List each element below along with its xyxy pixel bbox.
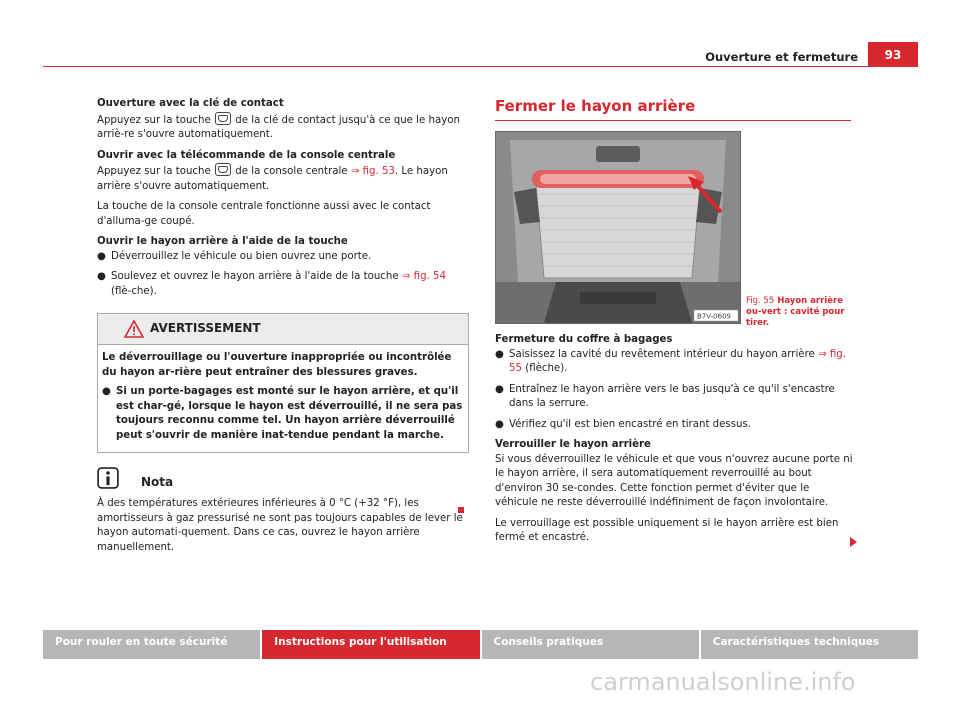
heading-closing: Fermeture du coffre à bagages	[495, 334, 673, 345]
figure-55-image	[495, 131, 741, 324]
left-column	[97, 97, 467, 561]
tab-safety[interactable]: Pour rouler en toute sécurité	[43, 630, 262, 659]
figure-caption-text: Hayon arrière ou-vert : cavité pour tirer.	[746, 296, 845, 328]
note-box	[97, 467, 467, 555]
heading-ignition-key: Ouverture avec la clé de contact	[97, 98, 284, 109]
fig-53-link[interactable]: ⇒ fig. 53	[350, 166, 395, 177]
watermark-text: carmanualsonline.info	[590, 668, 856, 696]
tab-practical-tips[interactable]: Conseils pratiques	[482, 630, 701, 659]
tailgate-illustration	[496, 132, 740, 323]
warning-text: Le déverrouillage ou l'ouverture inappropriée ou incontrôlée du hayon ar-rière peut entraîner des blessures graves.	[102, 352, 452, 378]
warning-body	[98, 345, 468, 452]
chapter-tabs	[43, 630, 918, 659]
bullet: ●	[97, 250, 106, 262]
bullet: ●	[495, 348, 504, 360]
warning-title: AVERTISSEMENT	[150, 321, 261, 335]
warning-box	[97, 313, 469, 453]
warning-triangle-icon	[124, 320, 144, 338]
paragraph-ignition-key: Appuyez sur la touche de la clé de contact jusqu'à ce que le hayon arriè-re s'ouvre automatiquement.	[97, 112, 467, 143]
section-end-marker	[458, 507, 464, 513]
figure-label: Fig. 55	[746, 296, 775, 306]
heading-open-with-button: Ouvrir le hayon arrière à l'aide de la touche	[97, 236, 348, 247]
fig-54-link[interactable]: ⇒ fig. 54	[401, 271, 446, 282]
tab-technical-data[interactable]: Caractéristiques techniques	[701, 630, 918, 659]
figure-code: B7V-0609	[697, 312, 731, 321]
tailgate-key-icon	[215, 163, 231, 176]
list-item: ● Déverrouillez le véhicule ou bien ouvrez une porte.	[97, 250, 467, 265]
tailgate-key-icon	[215, 112, 231, 125]
figure-caption	[746, 296, 858, 329]
continue-arrow-icon	[850, 537, 857, 547]
bullet: ●	[97, 271, 106, 282]
paragraph-remote-console: Appuyez sur la touche de la console centrale ⇒ fig. 53. Le hayon arrière s'ouvre automatiquement.	[97, 163, 467, 194]
note-text: À des températures extérieures inférieures à 0 °C (+32 °F), les amortisseurs à gaz pressurisé ne sont pas toujours capables de lever le hayon automati-quement. Dans ce cas, ouvrez le hayon arrière manuellement.	[97, 498, 463, 553]
list-item: ● Soulevez et ouvrez le hayon arrière à l'aide de la touche ⇒ fig. 54 (flè-che).	[97, 271, 446, 297]
bullet: ●	[495, 383, 504, 395]
paragraph-console-key-note: La touche de la console centrale fonctionne aussi avec le contact d'alluma-ge coupé.	[97, 201, 431, 227]
heading-remote-console: Ouvrir avec la télécommande de la console centrale	[97, 149, 396, 161]
list-item: ● Entraînez le hayon arrière vers le bas jusqu'à ce qu'il s'encastre dans la serrure.	[495, 383, 835, 409]
page-number: 93	[868, 42, 918, 67]
heading-locking: Verrouiller le hayon arrière	[495, 439, 651, 450]
bullet: ●	[495, 418, 504, 430]
section-title: Fermer le hayon arrière	[495, 97, 696, 115]
paragraph-locking-condition: Le verrouillage est possible uniquement si le hayon arrière est bien fermé et encastré.	[495, 517, 839, 543]
page-header-title: Ouverture et fermeture	[705, 50, 858, 64]
fig-55-link[interactable]: ⇒ fig. 55	[509, 348, 846, 374]
header-rule	[43, 66, 918, 67]
section-rule	[495, 120, 851, 121]
warning-header	[98, 314, 468, 345]
right-column-text	[495, 333, 855, 552]
list-item: ● Si un porte-bagages est monté sur le hayon arrière, et qu'il est char-gé, lorsque le hayon est déverrouillé, il ne sera pas toujours reconnu comme tel. Un hayon arrière déverrouillé peut s'ouvrir de manière inat-tendue pendant la marche.	[102, 386, 463, 441]
list-item: ● Saisissez la cavité du revêtement intérieur du hayon arrière ⇒ fig. 55 (flèche).	[495, 348, 846, 374]
list-item: ● Vérifiez qu'il est bien encastré en tirant dessus.	[495, 418, 855, 433]
bullet: ●	[102, 386, 111, 397]
note-title: Nota	[141, 475, 174, 489]
paragraph-auto-relock: Si vous déverrouillez le véhicule et que vous n'ouvrez aucune porte ni le hayon arrière, il sera automatiquement reverrouillé au bout d'environ 30 se-condes. Cette fonction permet d'éviter que le véhicule ne reste déverrouillé indéfiniment de façon involontaire.	[495, 453, 853, 508]
info-icon	[97, 467, 119, 489]
tab-operating-instructions[interactable]: Instructions pour l'utilisation	[262, 630, 481, 659]
right-column-header	[495, 97, 855, 133]
